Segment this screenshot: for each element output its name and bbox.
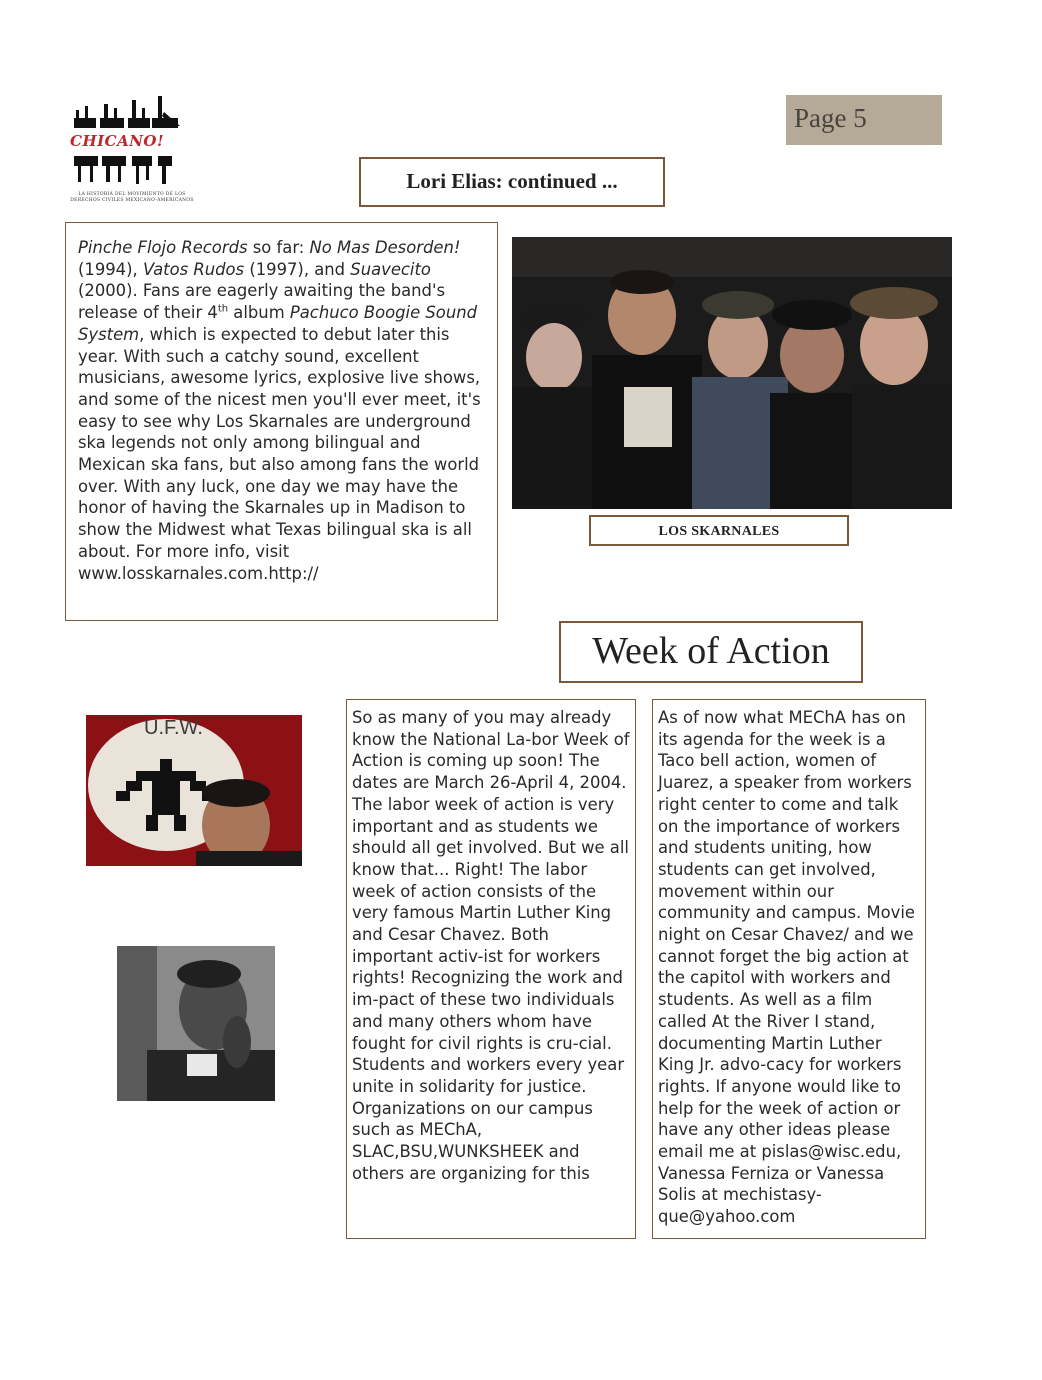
column-2-text: As of now what MEChA has on its agenda for the week is a Taco bell action, women of Juarez, a speaker from workers right center to come and talk on the importance of workers and students uniting, how students can get involved, movement within our community and campus. Movie night on Cesar Chavez/ and we cannot forget the big action at the capitol with workers and students. As well as a film called At the River I stand, documenting Martin Luther King Jr. advo-cacy for workers rights. If anyone would like to help for the week of action or have any other ideas please email me at pislas@wisc.edu, Vanessa Ferniza or Vanessa Solis at mechistasy-que@yahoo.com <box>658 708 915 1227</box>
column-1-text: So as many of you may already know the National La-bor Week of Action is coming up soon! The dates are March 26-April 4, 2004. The labor week of action is very important and as students we should all get involved. But we all know that... Right! The labor week of action consists of the very famous Martin Luther King and Cesar Chavez. Both important activ-ist for workers rights! Recognizing the work and im-pact of these two individuals and many others whom have fought for civil rights is cru-cial. Students and workers every year unite in solidarity for justice. Organizations on our campus such as MEChA, SLAC,BSU,WUNKSHEEK and others are organizing for this <box>352 708 630 1183</box>
logo-subtitle-line-2: DERECHOS CIVILES MEXICANO-AMERICANOS <box>70 198 194 203</box>
ufw-banner-text: U.F.W. <box>144 717 203 739</box>
record-label-text: Pinche Flojo Records <box>78 238 248 257</box>
band-photo <box>512 237 952 509</box>
album-title: Pachuco Boogie Sound System <box>78 303 478 344</box>
article-text: (1994), <box>78 259 143 279</box>
week-of-action-column-1 <box>346 699 636 1239</box>
logo-subtitle-line-1: LA HISTORIA DEL MOVIMIENTO DE LOS <box>78 192 186 197</box>
article-text: (2000). Fans are eagerly awaiting the band's release of their 4 <box>78 281 445 323</box>
article-text: so far: <box>247 238 310 257</box>
martin-luther-king-photo <box>117 946 275 1101</box>
article-continuation <box>65 222 498 621</box>
logo-word: CHICANO! <box>70 132 165 150</box>
article-paragraph <box>78 237 487 584</box>
ordinal-suffix: th <box>217 303 229 315</box>
album-title: No Mas Desorden! <box>309 238 461 257</box>
chicano-logo <box>52 92 212 217</box>
week-of-action-column-2 <box>652 699 926 1239</box>
article-text: (1997), and <box>244 259 351 279</box>
week-of-action-heading: Week of Action <box>559 621 863 683</box>
album-title: Vatos Rudos <box>142 259 245 279</box>
ufw-cesar-chavez-photo <box>86 715 302 866</box>
album-title: Suavecito <box>350 259 431 279</box>
page-number-tag: Page 5 <box>786 95 942 145</box>
continued-heading: Lori Elias: continued ... <box>359 157 665 207</box>
article-text: album <box>228 303 290 323</box>
logo-subtitle <box>52 192 212 204</box>
photo-caption: LOS SKARNALES <box>589 515 849 546</box>
article-text: , which is expected to debut later this year. With such a catchy sound, excellent musicians, awesome lyrics, explosive live shows, and some of the nicest men you'll ever meet, it's easy to see why Los Skarnales are underground ska legends not only among bilingual and Mexican ska fans, but also among fans the world over. With any luck, one day we may have the honor of having the Skarnales up in Madison to show the Midwest what Texas bilingual ska is all about. For more info, visit www.losskarnales.com.http:// <box>78 324 481 583</box>
